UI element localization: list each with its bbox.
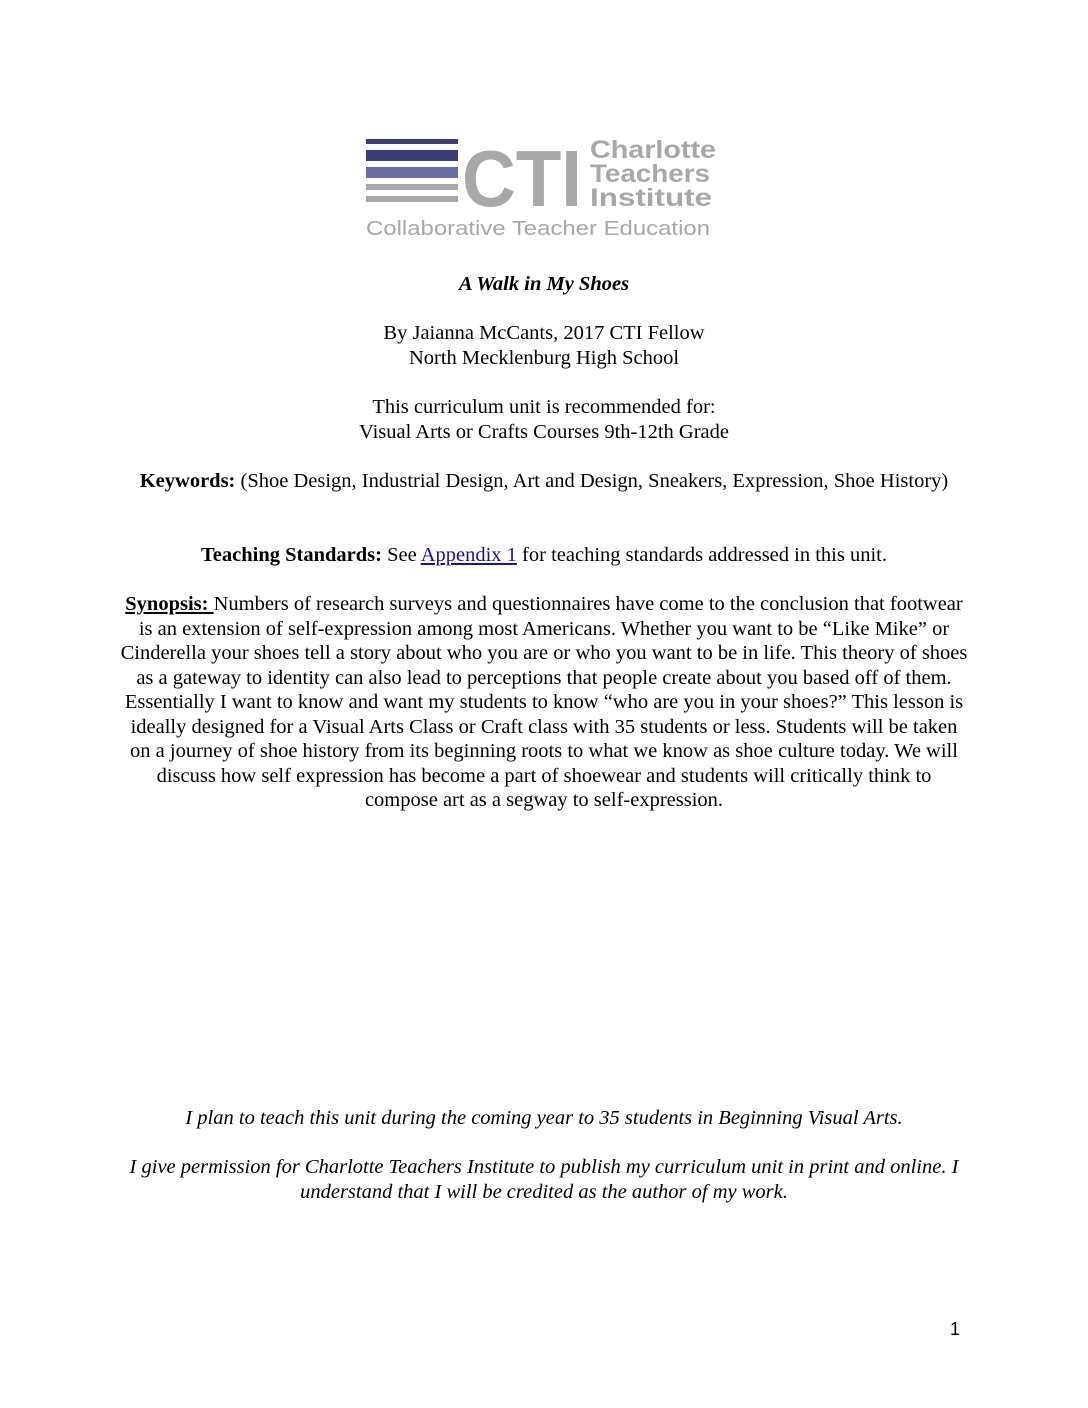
logo-name-line2: Teachers: [590, 160, 710, 188]
synopsis-text: Numbers of research surveys and questionnaires have come to the conclusion that footwear is an extension of self-expression among most Americans. Whether you want to be “Like Mike” or Cinderella your shoes tell a story about who you are or who you want to be in life. This theory of shoes as a gateway to identity can also lead to perceptions that people create about you based off of them. Essentially I want to know and want my students to know “who are you in your shoes?” This lesson is ideally designed for a Visual Arts Class or Craft class with 35 students or less. Students will be taken on a journey of shoe history from its beginning roots to what we know as shoe culture today. We will discuss how self expression has become a part of shoewear and students will critically think to compose art as a segway to self-expression.: [120, 593, 968, 811]
logo-bar-5: [366, 196, 458, 202]
logo-name-line3: Institute: [590, 184, 713, 212]
appendix-1-link[interactable]: Appendix 1: [420, 544, 517, 566]
logo-acronym: CTI: [462, 134, 582, 223]
keywords-label: Keywords:: [139, 470, 236, 492]
teaching-standards-paragraph: [120, 543, 968, 568]
school-line: North Mecklenburg High School: [408, 346, 680, 369]
unit-title: A Walk in My Shoes: [458, 273, 630, 295]
logo-bar-4: [366, 184, 458, 190]
logo-bar-3: [366, 167, 458, 178]
recommendation: [120, 395, 968, 444]
standards-pre-text: See: [381, 544, 421, 566]
keywords-text: (Shoe Design, Industrial Design, Art and Design, Sneakers, Expression, Shoe History): [235, 470, 949, 492]
recommendation-intro: This curriculum unit is recommended for:: [372, 396, 716, 418]
recommendation-courses: Visual Arts or Crafts Courses 9th-12th Grade: [359, 420, 729, 443]
logo-name-line1: Charlotte: [590, 136, 717, 164]
byline: [120, 321, 968, 370]
standards-post-text: for teaching standards addressed in this unit.: [516, 544, 887, 566]
logo-bar-1: [366, 139, 458, 144]
teaching-standards-label: Teaching Standards:: [201, 544, 382, 566]
teaching-plan-statement: I plan to teach this unit during the coming year to 35 students in Beginning Visual Arts.: [185, 1107, 903, 1129]
author-line: By Jaianna McCants, 2017 CTI Fellow: [383, 322, 705, 344]
synopsis-label: Synopsis:: [125, 593, 214, 615]
cti-logo: [364, 134, 724, 244]
keywords-paragraph: [120, 469, 968, 494]
synopsis-paragraph: [120, 592, 968, 813]
permission-statement: I give permission for Charlotte Teachers Institute to publish my curriculum unit in print and online. I understand that I will be credited as the author of my work.: [129, 1156, 959, 1203]
logo-tagline: Collaborative Teacher Education: [366, 218, 710, 240]
logo-bar-2: [366, 150, 458, 161]
page-number: 1: [949, 1319, 960, 1339]
